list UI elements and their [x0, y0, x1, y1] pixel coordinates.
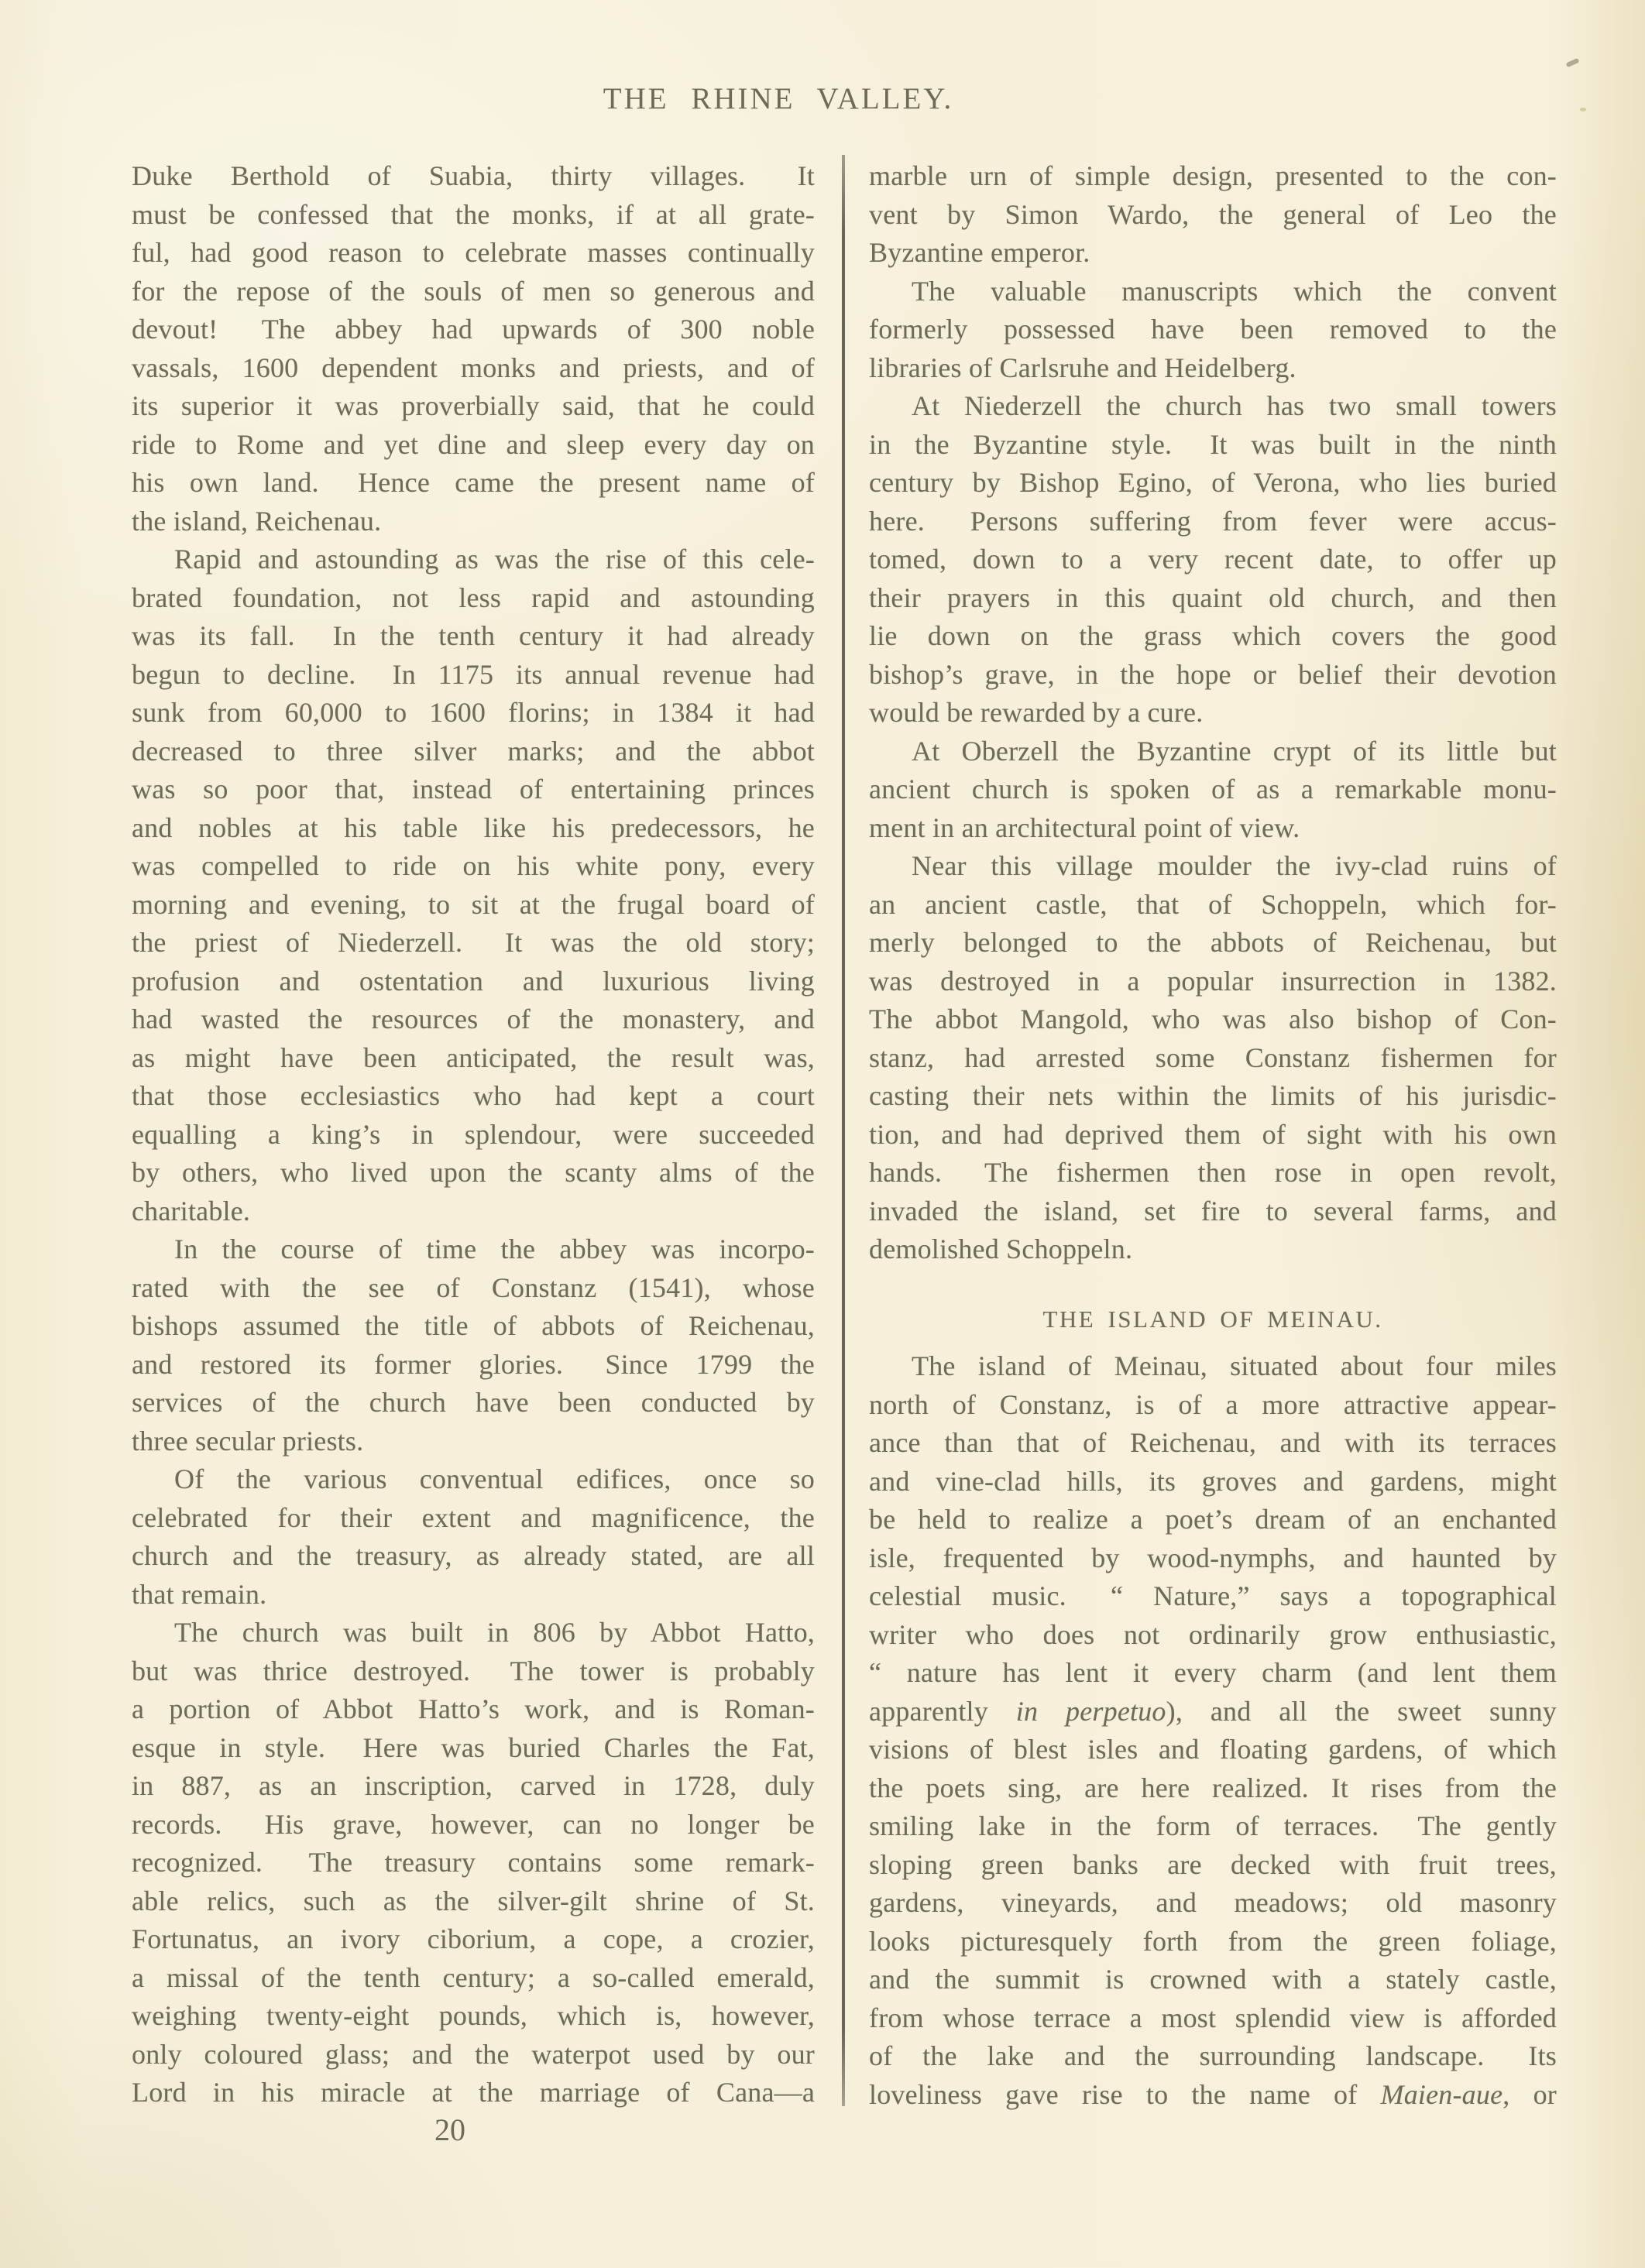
- text-line: The church was built in 806 by Abbot Hatto,: [174, 1617, 815, 1648]
- running-header: THE RHINE VALLEY.: [603, 82, 954, 115]
- text-line: and restored its former glories. Since 1799 the: [132, 1348, 815, 1380]
- text-line: three secular priests.: [132, 1425, 364, 1457]
- text-line: Fortunatus, an ivory ciborium, a cope, a crozier,: [132, 1923, 815, 1954]
- text-segment: loveliness gave rise to the name of: [869, 2078, 1381, 2110]
- text-line: The island of Meinau, situated about four miles: [912, 1350, 1557, 1381]
- text-line: Rapid and astounding as was the rise of this cele-: [174, 544, 815, 575]
- text-line: that those ecclesiastics who had kept a court: [132, 1080, 815, 1111]
- text-line: the poets sing, are here realized. It rises from the: [869, 1772, 1557, 1803]
- text-line: weighing twenty-eight pounds, which is, however,: [132, 2000, 815, 2031]
- text-line: profusion and ostentation and luxurious living: [132, 965, 815, 997]
- text-line: formerly possessed have been removed to the: [869, 314, 1557, 345]
- text-line: church and the treasury, as already stated, are all: [132, 1540, 815, 1571]
- text-line: libraries of Carlsruhe and Heidelberg.: [869, 352, 1296, 383]
- text-line: esque in style. Here was buried Charles the Fat,: [132, 1731, 815, 1763]
- text-line: devout! The abbey had upwards of 300 noble: [132, 314, 815, 345]
- text-line: but was thrice destroyed. The tower is probably: [132, 1655, 815, 1686]
- italic-text: in perpetuo: [1015, 1695, 1166, 1727]
- text-line: of the lake and the surrounding landscape. Its: [869, 2040, 1557, 2071]
- text-line: ride to Rome and yet dine and sleep every day on: [132, 428, 815, 460]
- text-segment: , or: [1502, 2078, 1557, 2110]
- text-line: invaded the island, set fire to several farms, and: [869, 1195, 1557, 1227]
- text-line: records. His grave, however, can no longer be: [132, 1808, 815, 1840]
- text-line: a portion of Abbot Hatto’s work, and is Roman-: [132, 1693, 815, 1724]
- text-line: by others, who lived upon the scanty alms of the: [132, 1157, 815, 1188]
- text-line: charitable.: [132, 1195, 251, 1227]
- text-line: and nobles at his table like his predecessors, he: [132, 811, 815, 843]
- text-line: hands. The fishermen then rose in open revolt,: [869, 1157, 1557, 1188]
- text-line: casting their nets within the limits of his jurisdic-: [869, 1080, 1557, 1111]
- text-line: here. Persons suffering from fever were accus-: [869, 505, 1557, 537]
- text-line: and the summit is crowned with a stately castle,: [869, 1964, 1557, 1995]
- text-line: Of the various conventual edifices, once so: [174, 1463, 815, 1494]
- text-line: century by Bishop Egino, of Verona, who lies buried: [869, 467, 1557, 498]
- text-line: his own land. Hence came the present name of: [132, 467, 815, 498]
- column-divider-rule: [842, 155, 845, 2106]
- text-line: demolished Schoppeln.: [869, 1234, 1133, 1264]
- text-line: In the course of time the abbey was incorpo-: [174, 1234, 815, 1264]
- text-line: in the Byzantine style. It was built in the ninth: [869, 428, 1557, 460]
- text-line: At Oberzell the Byzantine crypt of its little but: [912, 735, 1557, 767]
- text-line: was destroyed in a popular insurrection in 1382.: [869, 965, 1557, 997]
- text-line: gardens, vineyards, and meadows; old masonry: [869, 1887, 1557, 1918]
- text-line: rated with the see of Constanz (1541), whose: [132, 1271, 815, 1303]
- text-line: for the repose of the souls of men so generous and: [132, 275, 815, 307]
- scan-speck: [1566, 58, 1580, 67]
- text-line: merly belonged to the abbots of Reichenau, but: [869, 927, 1557, 958]
- text-line: The valuable manuscripts which the convent: [912, 275, 1557, 307]
- text-line: its superior it was proverbially said, that he could: [132, 390, 815, 421]
- text-line: bishop’s grave, in the hope or belief their devotion: [869, 658, 1557, 690]
- text-line: smiling lake in the form of terraces. The gently: [869, 1810, 1557, 1841]
- text-line: writer who does not ordinarily grow enthusiastic,: [869, 1618, 1557, 1650]
- page-number: 20: [434, 2112, 465, 2147]
- text-line: only coloured glass; and the waterpot used by our: [132, 2038, 815, 2070]
- text-line: was compelled to ride on his white pony, every: [132, 850, 815, 881]
- text-segment: ), and all the sweet sunny: [1166, 1695, 1557, 1727]
- text-line: bishops assumed the title of abbots of Reichenau,: [132, 1310, 815, 1341]
- text-line: The abbot Mangold, who was also bishop of Con-: [869, 1004, 1557, 1034]
- text-line: must be confessed that the monks, if at all grate-: [132, 198, 815, 230]
- text-line: celestial music. “ Nature,” says a topographical: [869, 1580, 1557, 1611]
- text-line: recognized. The treasury contains some remark-: [132, 1847, 815, 1878]
- text-line: services of the church have been conducted by: [132, 1387, 815, 1418]
- text-line: had wasted the resources of the monastery, and: [132, 1004, 815, 1034]
- text-line: ful, had good reason to celebrate masses continually: [132, 237, 815, 268]
- text-line: Duke Berthold of Suabia, thirty villages. It: [132, 160, 815, 191]
- text-line: in 887, as an inscription, carved in 1728, duly: [132, 1770, 815, 1801]
- text-line: Near this village moulder the ivy-clad ruins of: [912, 850, 1557, 881]
- text-line: brated foundation, not less rapid and astounding: [132, 582, 815, 613]
- text-line: a missal of the tenth century; a so-called emerald,: [132, 1961, 815, 1993]
- text-line: ance than that of Reichenau, and with its terraces: [869, 1427, 1557, 1458]
- text-line: from whose terrace a most splendid view is afforded: [869, 2002, 1557, 2033]
- text-line: an ancient castle, that of Schoppeln, which for-: [869, 888, 1557, 920]
- text-line: morning and evening, to sit at the frugal board of: [132, 888, 815, 920]
- text-line: decreased to three silver marks; and the abbot: [132, 735, 815, 767]
- text-line: “ nature has lent it every charm (and lent them: [869, 1657, 1557, 1688]
- text-line: would be rewarded by a cure.: [869, 697, 1204, 728]
- text-line: [869, 1693, 1557, 1731]
- text-line: as might have been anticipated, the result was,: [132, 1041, 815, 1073]
- text-line: sunk from 60,000 to 1600 florins; in 1384 it had: [132, 697, 815, 728]
- scan-speck: [1580, 108, 1586, 112]
- text-line: marble urn of simple design, presented to the con-: [869, 160, 1557, 191]
- text-line: ancient church is spoken of as a remarkable monu-: [869, 774, 1557, 805]
- left-column: [132, 157, 815, 2112]
- text-line: begun to decline. In 1175 its annual revenue had: [132, 658, 815, 690]
- text-line: Byzantine emperor.: [869, 237, 1090, 268]
- text-line: vent by Simon Wardo, the general of Leo the: [869, 198, 1557, 230]
- text-line: and vine-clad hills, its groves and gardens, might: [869, 1465, 1557, 1497]
- text-line: visions of blest isles and floating gardens, of which: [869, 1734, 1557, 1765]
- text-line: stanz, had arrested some Constanz fishermen for: [869, 1041, 1557, 1073]
- right-column: [869, 157, 1557, 2114]
- text-line: looks picturesquely forth from the green foliage,: [869, 1925, 1557, 1957]
- text-line: their prayers in this quaint old church, and then: [869, 582, 1557, 613]
- text-line: [869, 2076, 1557, 2115]
- text-line: be held to realize a poet’s dream of an enchanted: [869, 1504, 1557, 1535]
- text-line: able relics, such as the silver-gilt shrine of St.: [132, 1885, 815, 1916]
- text-line: At Niederzell the church has two small towers: [912, 390, 1557, 421]
- text-line: was so poor that, instead of entertaining princes: [132, 774, 815, 805]
- text-line: the priest of Niederzell. It was the old story;: [132, 927, 815, 958]
- text-line: tion, and had deprived them of sight with his own: [869, 1118, 1557, 1150]
- text-line: north of Constanz, is of a more attractive appear-: [869, 1388, 1557, 1420]
- text-line: Lord in his miracle at the marriage of Cana—a: [132, 2077, 815, 2108]
- text-line: equalling a king’s in splendour, were succeeded: [132, 1118, 815, 1150]
- text-line: that remain.: [132, 1578, 267, 1610]
- text-line: celebrated for their extent and magnificence, the: [132, 1501, 815, 1533]
- section-heading: THE ISLAND OF MEINAU.: [1042, 1305, 1383, 1333]
- text-line: isle, frequented by wood-nymphs, and haunted by: [869, 1542, 1557, 1573]
- text-line: vassals, 1600 dependent monks and priests, and of: [132, 352, 815, 383]
- text-line: was its fall. In the tenth century it had already: [132, 620, 815, 651]
- text-line: ment in an architectural point of view.: [869, 811, 1300, 843]
- italic-text: Maien-aue: [1380, 2078, 1503, 2110]
- text-segment: apparently: [869, 1695, 1016, 1727]
- text-line: the island, Reichenau.: [132, 505, 382, 537]
- text-line: lie down on the grass which covers the good: [869, 620, 1557, 651]
- text-line: sloping green banks are decked with fruit trees,: [869, 1848, 1557, 1880]
- text-line: tomed, down to a very recent date, to offer up: [869, 544, 1557, 575]
